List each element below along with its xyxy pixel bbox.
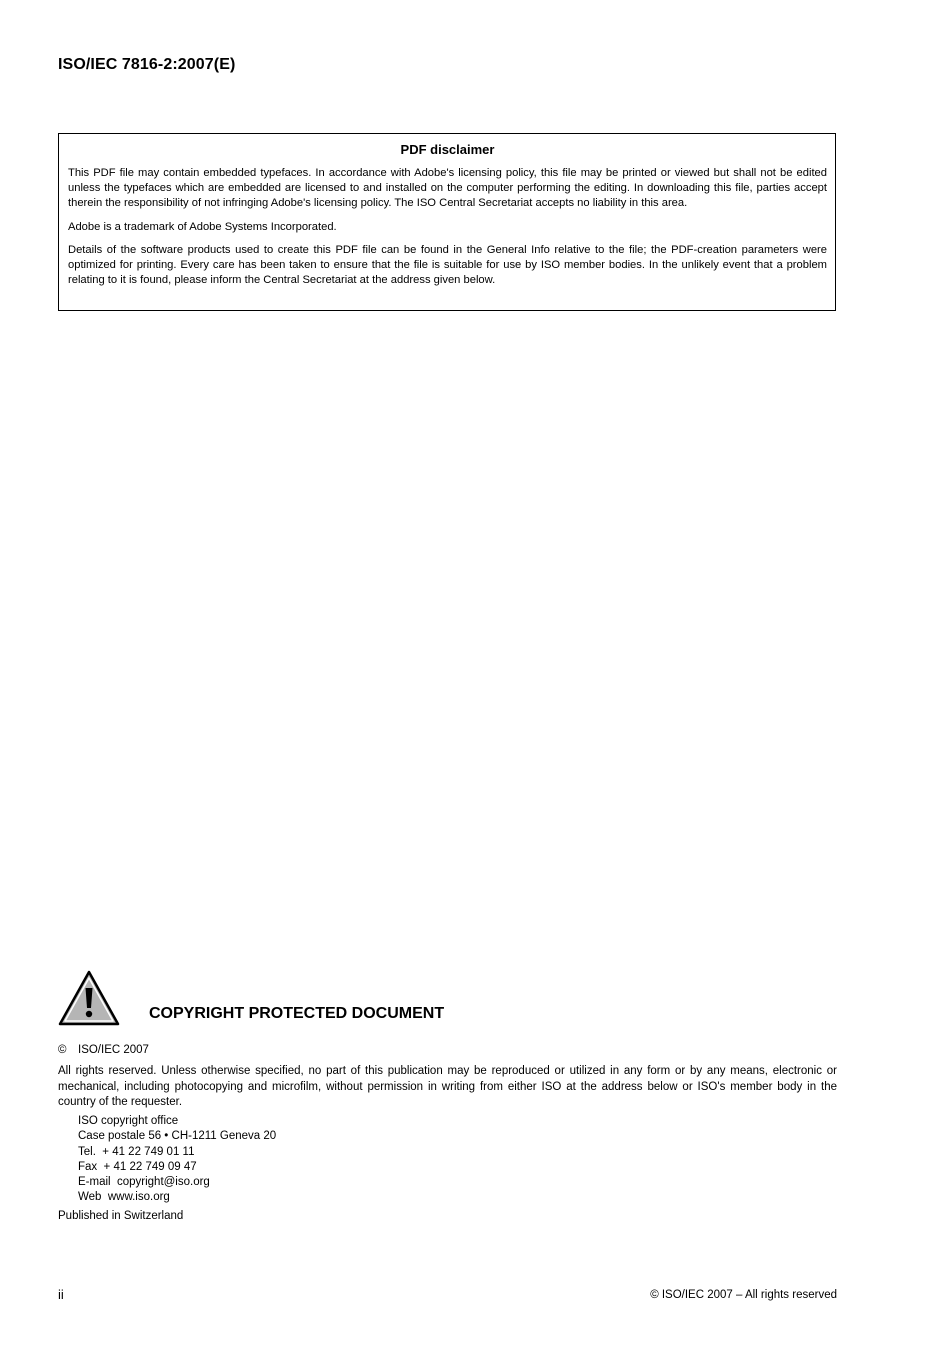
copyright-heading: COPYRIGHT PROTECTED DOCUMENT [149, 1005, 445, 1022]
pdf-disclaimer-box [58, 133, 836, 311]
disclaimer-paragraph-typefaces: This PDF file may contain embedded typefaces. In accordance with Adobe's licensing policy, this file may be printed or viewed but shall not be edited unless the typefaces which are embedded are licensed to and installed on the computer performing the editing. In downloading this file, parties accept therein the responsibility of not infringing Adobe's licensing policy. The ISO Central Secretariat accepts no liability in this area. [68, 167, 827, 210]
copyright-symbol: © [58, 1044, 67, 1056]
address-line-email[interactable]: E-mail copyright@iso.org [78, 1176, 210, 1189]
address-line-web[interactable]: Web www.iso.org [78, 1191, 170, 1204]
address-line-fax: Fax + 41 22 749 09 47 [78, 1160, 197, 1173]
disclaimer-paragraph-details: Details of the software products used to create this PDF file can be found in the General Info relative to the file; the PDF-creation parameters were optimized for printing. Every care has been taken to ensure that the file is suitable for use by ISO member bodies. In the unlikely event that a problem relating to it is found, please inform the Central Secretariat at the address given below. [68, 243, 827, 287]
iso-copyright-office-address [78, 1114, 276, 1206]
disclaimer-title: PDF disclaimer [400, 142, 495, 157]
address-line-postal: Case postale 56 • CH-1211 Geneva 20 [78, 1130, 277, 1143]
address-line-telephone: Tel. + 41 22 749 01 11 [78, 1145, 195, 1158]
rights-statement: All rights reserved. Unless otherwise specified, no part of this publication may be reproduced or utilized in any form or by any means, electronic or mechanical, including photocopying and microfilm, without permission in writing from either ISO at the address below or ISO's member body in the country of the requester. [58, 1065, 837, 1108]
document-identifier: ISO/IEC 7816-2:2007(E) [58, 56, 236, 73]
footer-copyright: © ISO/IEC 2007 – All rights reserved [650, 1289, 837, 1301]
warning-icon [58, 970, 120, 1026]
published-location: Published in Switzerland [58, 1210, 184, 1222]
copyright-notice [58, 1044, 149, 1056]
page-number: ii [58, 1287, 64, 1302]
address-line-office: ISO copyright office [78, 1115, 179, 1127]
copyright-holder: ISO/IEC 2007 [78, 1044, 149, 1056]
disclaimer-paragraph-trademark: Adobe is a trademark of Adobe Systems Incorporated. [68, 220, 337, 233]
